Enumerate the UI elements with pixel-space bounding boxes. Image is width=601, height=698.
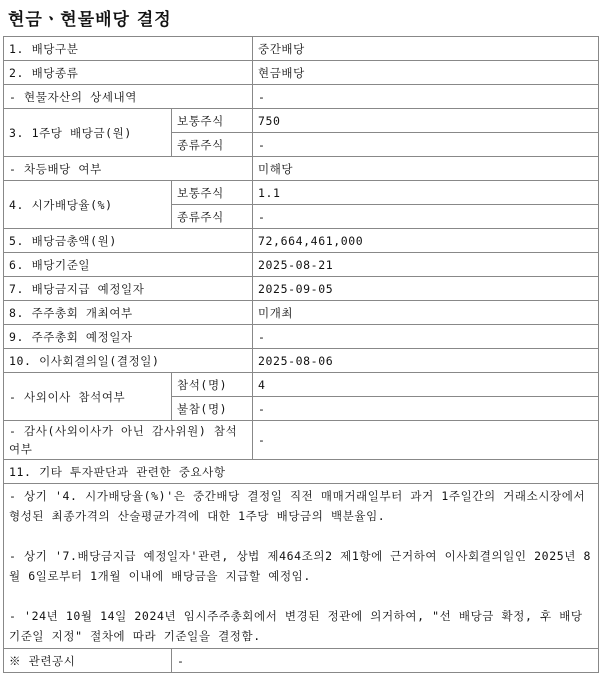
note-payment-date: - 상기 '7.배당금지급 예정일자'관련, 상법 제464조의2 제1항에 근거하여 이사회결의일인 2025년 8월 6일로부터 1개월 이내에 배당금을 지급할 예정임. <box>9 549 592 583</box>
value-yield-class: - <box>253 205 599 229</box>
row-value-total-dividend: 72,664,461,000 <box>253 229 599 253</box>
value-yield-common: 1.1 <box>253 181 599 205</box>
row-value-auditor-attendance: - <box>253 421 599 460</box>
value-dps-class: - <box>253 133 599 157</box>
row-label-board-resolution-date: 10. 이사회결의일(결정일) <box>4 349 253 373</box>
row-value-agm-held: 미개최 <box>253 301 599 325</box>
row-label-dividend-yield: 4. 시가배당율(%) <box>4 181 172 229</box>
row-value-payment-date: 2025-09-05 <box>253 277 599 301</box>
row-value-dividend-type: 중간배당 <box>253 37 599 61</box>
value-attended: 4 <box>253 373 599 397</box>
sub-label-class-stock: 종류주식 <box>172 205 253 229</box>
page-title: 현금ㆍ현물배당 결정 <box>8 10 172 30</box>
row-label-auditor-attendance: - 감사(사외이사가 아닌 감사위원) 참석여부 <box>4 421 253 460</box>
row-value-agm-date: - <box>253 325 599 349</box>
table-row <box>4 484 599 649</box>
row-value-board-resolution-date: 2025-08-06 <box>253 349 599 373</box>
row-label-payment-date: 7. 배당금지급 예정일자 <box>4 277 253 301</box>
dividend-disclosure-table <box>3 36 599 673</box>
row-value-dividend-kind: 현금배당 <box>253 61 599 85</box>
row-label-in-kind-details: - 현물자산의 상세내역 <box>4 85 253 109</box>
row-value-differential-dividend: 미해당 <box>253 157 599 181</box>
row-label-dividend-kind: 2. 배당종류 <box>4 61 253 85</box>
sub-label-absent: 불참(명) <box>172 397 253 421</box>
table-row <box>4 157 599 181</box>
note-record-date-procedure: - '24년 10월 14일 2024년 임시주주총회에서 변경된 정관에 의거하여, "선 배당금 확정, 후 배당기준일 지정" 절차에 따라 기준일을 결정함. <box>9 609 583 643</box>
row-label-dividend-per-share: 3. 1주당 배당금(원) <box>4 109 172 157</box>
row-value-record-date: 2025-08-21 <box>253 253 599 277</box>
table-row <box>4 181 599 205</box>
row-label-dividend-type: 1. 배당구분 <box>4 37 253 61</box>
row-label-agm-held: 8. 주주총회 개최여부 <box>4 301 253 325</box>
row-label-agm-date: 9. 주주총회 예정일자 <box>4 325 253 349</box>
row-label-other-matters: 11. 기타 투자판단과 관련한 중요사항 <box>4 460 599 484</box>
table-row <box>4 649 599 673</box>
row-value-in-kind-details: - <box>253 85 599 109</box>
table-row <box>4 253 599 277</box>
table-row <box>4 460 599 484</box>
row-label-outside-directors: - 사외이사 참석여부 <box>4 373 172 421</box>
value-dps-common: 750 <box>253 109 599 133</box>
sub-label-common-stock: 보통주식 <box>172 109 253 133</box>
table-row <box>4 301 599 325</box>
table-row <box>4 85 599 109</box>
table-row <box>4 229 599 253</box>
other-matters-notes <box>4 484 599 649</box>
note-yield-definition: - 상기 '4. 시가배당율(%)'은 중간배당 결정일 직전 매매거래일부터 과거 1주일간의 거래소시장에서 형성된 최종가격의 산술평균가격에 대한 1주당 배당금의 백분율임. <box>9 489 586 523</box>
table-row <box>4 349 599 373</box>
row-label-total-dividend: 5. 배당금총액(원) <box>4 229 253 253</box>
row-label-differential-dividend: - 차등배당 여부 <box>4 157 253 181</box>
table-row <box>4 109 599 133</box>
table-row <box>4 61 599 85</box>
table-row <box>4 421 599 460</box>
table-row <box>4 277 599 301</box>
table-row <box>4 325 599 349</box>
value-absent: - <box>253 397 599 421</box>
table-row <box>4 37 599 61</box>
sub-label-common-stock: 보통주식 <box>172 181 253 205</box>
row-value-related-disclosure: - <box>172 649 599 673</box>
sub-label-attended: 참석(명) <box>172 373 253 397</box>
row-label-record-date: 6. 배당기준일 <box>4 253 253 277</box>
row-label-related-disclosure: ※ 관련공시 <box>4 649 172 673</box>
table-row <box>4 373 599 397</box>
sub-label-class-stock: 종류주식 <box>172 133 253 157</box>
